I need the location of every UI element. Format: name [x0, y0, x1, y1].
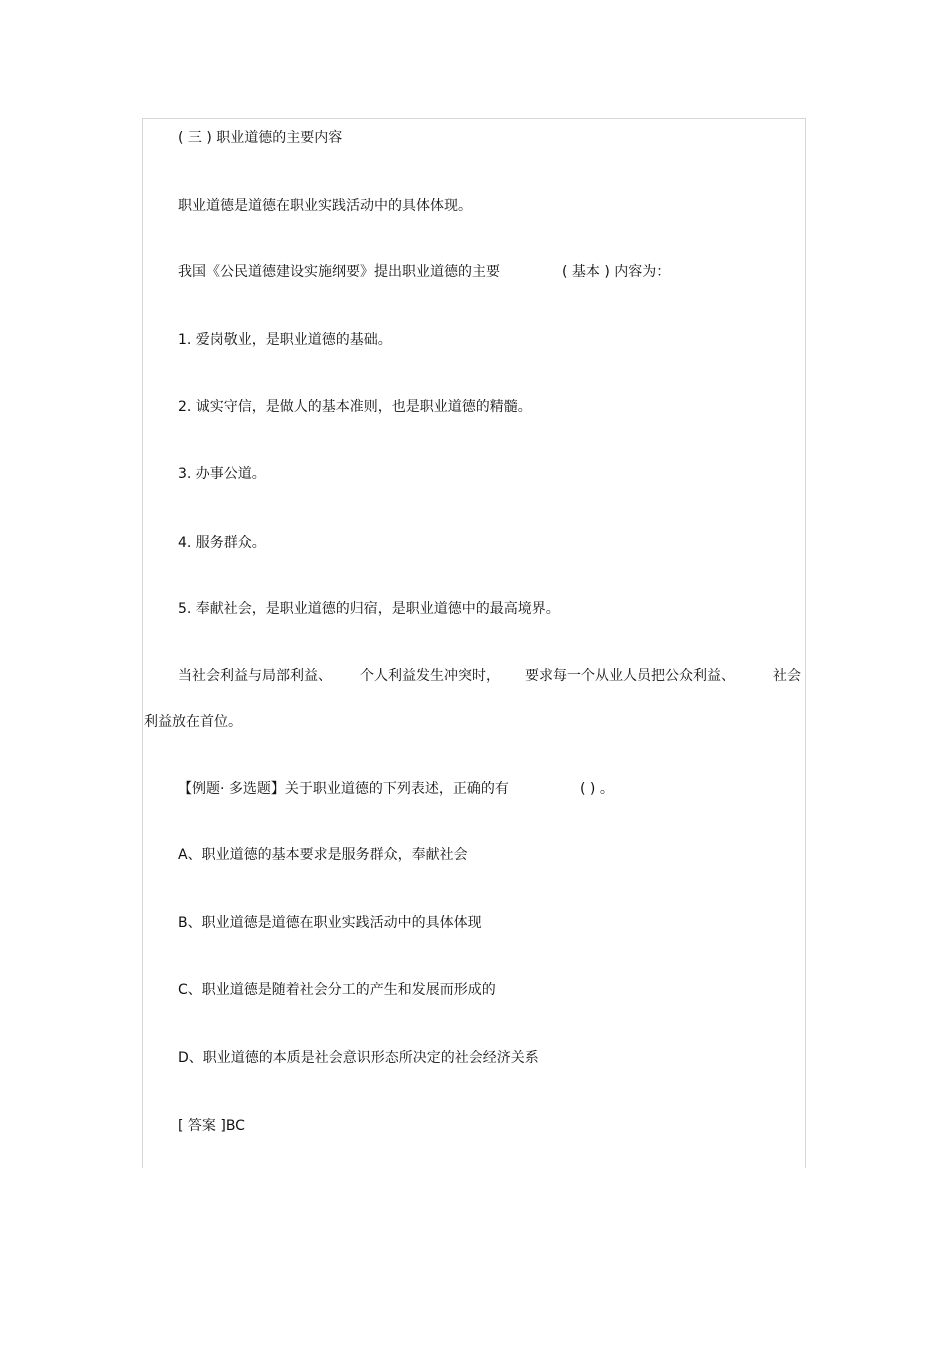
paragraph-segment: 当社会利益与局部利益、 — [178, 668, 332, 684]
intro-text: 我国《公民道德建设实施纲要》提出职业道德的主要 — [178, 264, 500, 280]
option-d: D、职业道德的本质是社会意识形态所决定的社会经济关系 — [178, 1050, 539, 1066]
section-heading: ( 三 ) 职业道德的主要内容 — [178, 130, 343, 146]
list-item: 1. 爱岗敬业，是职业道德的基础。 — [178, 332, 392, 348]
list-item: 3. 办事公道。 — [178, 466, 266, 482]
intro-text-continued: ( 基本 ) 内容为： — [562, 264, 671, 280]
option-b: B、职业道德是道德在职业实践活动中的具体体现 — [178, 915, 482, 931]
list-item: 2. 诚实守信，是做人的基本准则，也是职业道德的精髓。 — [178, 399, 532, 415]
example-question: 【例题· 多选题】关于职业道德的下列表述，正确的有 — [178, 781, 509, 797]
paragraph-line-2: 利益放在首位。 — [144, 714, 242, 730]
paragraph-segment: 个人利益发生冲突时， — [360, 668, 500, 684]
paragraph-segment: 要求每一个从业人员把公众利益、 — [525, 668, 735, 684]
list-item: 4. 服务群众。 — [178, 535, 266, 551]
answer-text: [ 答案 ]BC — [178, 1118, 245, 1134]
paragraph-segment: 社会 — [773, 668, 801, 684]
example-question-blank: ( ) 。 — [580, 781, 614, 797]
list-item: 5. 奉献社会，是职业道德的归宿，是职业道德中的最高境界。 — [178, 601, 560, 617]
option-a: A、职业道德的基本要求是服务群众，奉献社会 — [178, 847, 468, 863]
option-c: C、职业道德是随着社会分工的产生和发展而形成的 — [178, 982, 496, 998]
definition-text: 职业道德是道德在职业实践活动中的具体体现。 — [178, 198, 472, 214]
